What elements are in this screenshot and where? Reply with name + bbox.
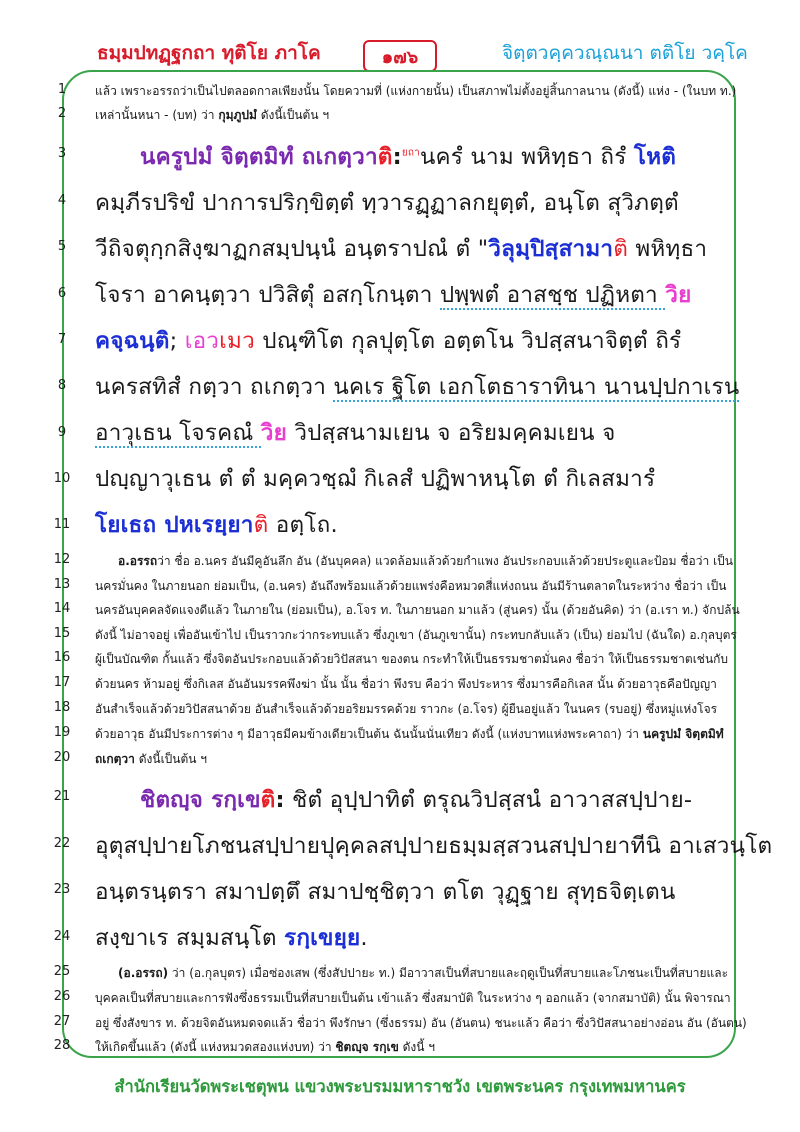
line-number: 17 — [53, 675, 71, 690]
text-line: ด้วยนคร ห้ามอยู่ ซึ่งกิเลส อันอันมรรคพึงฆ่า นั้น นั้น ชื่อว่า พึงรบ คือว่า พึงประหาร ซึ่งมารคือกิเลส นั้น ด้วยอาวุธคือปัญญา — [95, 677, 717, 691]
line-number: 18 — [53, 700, 71, 715]
text-line: ถเกตฺวา ดังนี้เป็นต้น ฯ — [95, 752, 208, 766]
line-number: 14 — [53, 601, 71, 616]
text-line: (อ.อรรถ) ว่า (อ.กุลบุตร) เมื่อซ่องเสพ (ซึ่งสัปปายะ ท.) มีอาวาสเป็นที่สบายและฤดูเป็นที่สบายและโภชนะเป็นที่สบายและ — [118, 966, 729, 980]
line-number: 1 — [57, 82, 67, 97]
text-line: ปญฺญาวุเธน ตํ ตํ มคฺควชฺฌํ กิเลสํ ปฏิพาหนฺโต ตํ กิเลสมารํ — [95, 466, 656, 492]
line-number: 27 — [53, 1014, 71, 1029]
line-number: 13 — [53, 577, 71, 592]
text-line: อยู่ ซึ่งสังขาร ท. ด้วยจิตอันหมดจดแล้ว ชื่อว่า พึงรักษา (ซึ่งธรรม) อัน (อันตน) ชนะแล้ว คือว่า ซึ่งวิปัสสนาอย่างอ่อน อัน (อันตน) — [95, 1016, 747, 1030]
text-line: ให้เกิดขึ้นแล้ว (ดังนี้ แห่งหมวดสองแห่งบท) ว่า ชิตญฺจ รกฺเข ดังนี้ ฯ — [95, 1040, 436, 1054]
header-book-title: ธมฺมปทฏฺฐกถา ทุติโย ภาโค — [97, 42, 321, 64]
page-number-badge — [363, 40, 437, 72]
line-number: 25 — [53, 964, 71, 979]
line-number: 20 — [53, 750, 71, 765]
line-number: 23 — [53, 882, 71, 897]
line-number: 16 — [53, 650, 71, 665]
line-number: 7 — [57, 332, 67, 347]
text-line: อ.อรรถว่า ชื่อ อ.นคร อันมีคูอันลึก อัน (อันบุคคล) แวดล้อมแล้วด้วยกำแพง อันประกอบแล้วด้วยประตูและป้อม ชื่อว่า เป็น — [118, 554, 733, 568]
text-line: แล้ว เพราะอรรถว่าเป็นไปตลอดกาลเพียงนั้น โดยความที่ (แห่งกายนั้น) เป็นสภาพไม่ตั้งอยู่สิ้นกาลนาน (ดังนี้) แห่ง - (ในบท ท.) — [95, 84, 737, 98]
line-number: 22 — [53, 836, 71, 851]
line-number: 28 — [53, 1038, 71, 1053]
text-line: อุตุสปฺปายโภชนสปฺปายปุคฺคลสปฺปายธมฺมสฺสวนสปฺปายาทีนิ อาเสวนฺโต — [95, 833, 773, 859]
text-line: เหล่านั้นหนา - (บท) ว่า กุมฺภูปมํ ดังนี้เป็นต้น ฯ — [95, 108, 330, 122]
line-number: 3 — [57, 146, 67, 161]
text-line: ผู้เป็นบัณฑิต กั้นแล้ว ซึ่งจิตอันประกอบแล้วด้วยวิปัสสนา ของตน กระทำให้เป็นธรรมชาตมั่นคง ชื่อว่า ให้เป็นธรรมชาตเช่นกับ — [95, 652, 729, 666]
text-line: นครมั่นคง ในภายนอก ย่อมเป็น, (อ.นคร) อันถึงพร้อมแล้วด้วยแพร่งคือหมวดสี่แห่งถนน อันมีร้านตลาดในระหว่าง ชื่อว่า เป็น — [95, 579, 727, 593]
text-line: วีถิจตุกฺกสิงฺฆาฏกสมฺปนฺนํ อนฺตราปณํ ตํ "วิลุมฺปิสฺสามาติ พหิทฺธา — [95, 236, 708, 262]
text-line: โจรา อาคนฺตฺวา ปวิสิตุํ อสกฺโกนฺตา ปพฺพตํ อาสชฺช ปฏิหตา วิย — [95, 282, 692, 308]
line-number: 4 — [57, 193, 67, 208]
line-number: 21 — [53, 789, 71, 804]
line-number: 9 — [57, 425, 67, 440]
text-line: นครอันบุคคลจัดแจงดีแล้ว ในภายใน (ย่อมเป็น), อ.โจร ท. ในภายนอก มาแล้ว (สู่นคร) นั้น (ด้วยอันคิด) ว่า (อ.เรา ท.) จักปล้น — [95, 603, 740, 617]
text-line: อันสำเร็จแล้วด้วยวิปัสสนาด้วย อันสำเร็จแล้วด้วยอริยมรรคด้วย ราวกะ (อ.โจร) ผู้ยืนอยู่แล้ว ในนคร (รบอยู่) ซึ่งหมู่แห่งโจร — [95, 702, 718, 716]
line-number: 2 — [57, 106, 67, 121]
page-number: ๑๗๖ — [381, 46, 419, 68]
line-number: 8 — [57, 378, 67, 393]
line-number: 5 — [57, 239, 67, 254]
text-line: ด้วยอาวุธ อันมีประการต่าง ๆ มีอาวุธมีคมข้างเดียวเป็นต้น ฉันนั้นนั่นเทียว ดังนี้ (แห่งบาทแห่งพระคาถา) ว่า นครูปมํ จิตฺตมิทํ — [95, 727, 724, 741]
text-line: ชิตญฺจ รกฺเขติ: ชิตํ อุปฺปาทิตํ ตรุณวิปสฺสนํ อาวาสสปฺปาย- — [140, 787, 693, 813]
text-line: นครสทิสํ กตฺวา ถเกตฺวา นคเร ฐิโต เอกโตธาราทินา นานปฺปกาเรน — [95, 374, 740, 400]
line-number: 10 — [53, 471, 71, 486]
text-line: โยเธถ ปหเรยฺยาติ อตฺโถ. — [95, 512, 338, 538]
text-line: อนฺตรนฺตรา สมาปตฺตึ สมาปชฺชิตฺวา ตโต วุฏฺฐาย สุทฺธจิตฺเตน — [95, 879, 676, 905]
text-line: คจฺฉนฺติ; เอวเมว ปณฺฑิโต กุลปุตฺโต อตฺตโน วิปสฺสนาจิตฺตํ ถิรํ — [95, 328, 682, 354]
line-number: 26 — [53, 989, 71, 1004]
text-line: อาวุเธน โจรคณํ วิย วิปสฺสนามเยน จ อริยมคฺคมเยน จ — [95, 420, 616, 446]
text-line: คมฺภีรปริขํ ปาการปริกฺขิตฺตํ ทฺวารฏฺฏาลกยุตฺตํ, อนฺโต สุวิภตฺตํ — [95, 190, 679, 216]
line-number: 6 — [57, 286, 67, 301]
text-line: สงฺขาเร สมฺมสนฺโต รกฺเขยฺย. — [95, 925, 368, 951]
line-number: 15 — [53, 626, 71, 641]
text-line: นครูปมํ จิตฺตมิทํ ถเกตฺวาติ:$^{ยถา}$นครํ นาม พหิทฺธา ถิรํ โหติ — [140, 144, 677, 170]
line-number: 11 — [53, 517, 71, 532]
header-chapter-title: จิตฺตวคฺควณฺณนา ตติโย วคฺโค — [502, 42, 748, 64]
footer-institution: สำนักเรียนวัดพระเชตุพน แขวงพระบรมมหาราชวัง เขตพระนคร กรุงเทพมหานคร — [114, 1077, 686, 1096]
text-line: บุคคลเป็นที่สบายและการฟังซึ่งธรรมเป็นที่สบายเป็นต้น เข้าแล้ว ซึ่งสมาบัติ ในระหว่าง ๆ ออกแล้ว (จากสมาบัติ) นั้น พิจารณา — [95, 991, 731, 1005]
line-number: 24 — [53, 929, 71, 944]
text-line: ดังนี้ ไม่อาจอยู่ เพื่ออันเข้าไป เป็นราวกะว่ากระทบแล้ว ซึ่งภูเขา (อันภูเขานั้น) กระทบกลับแล้ว (เป็น) ย่อมไป (ฉันใด) อ.กุลบุตร — [95, 628, 737, 642]
line-number: 12 — [53, 552, 71, 567]
line-number: 19 — [53, 725, 71, 740]
